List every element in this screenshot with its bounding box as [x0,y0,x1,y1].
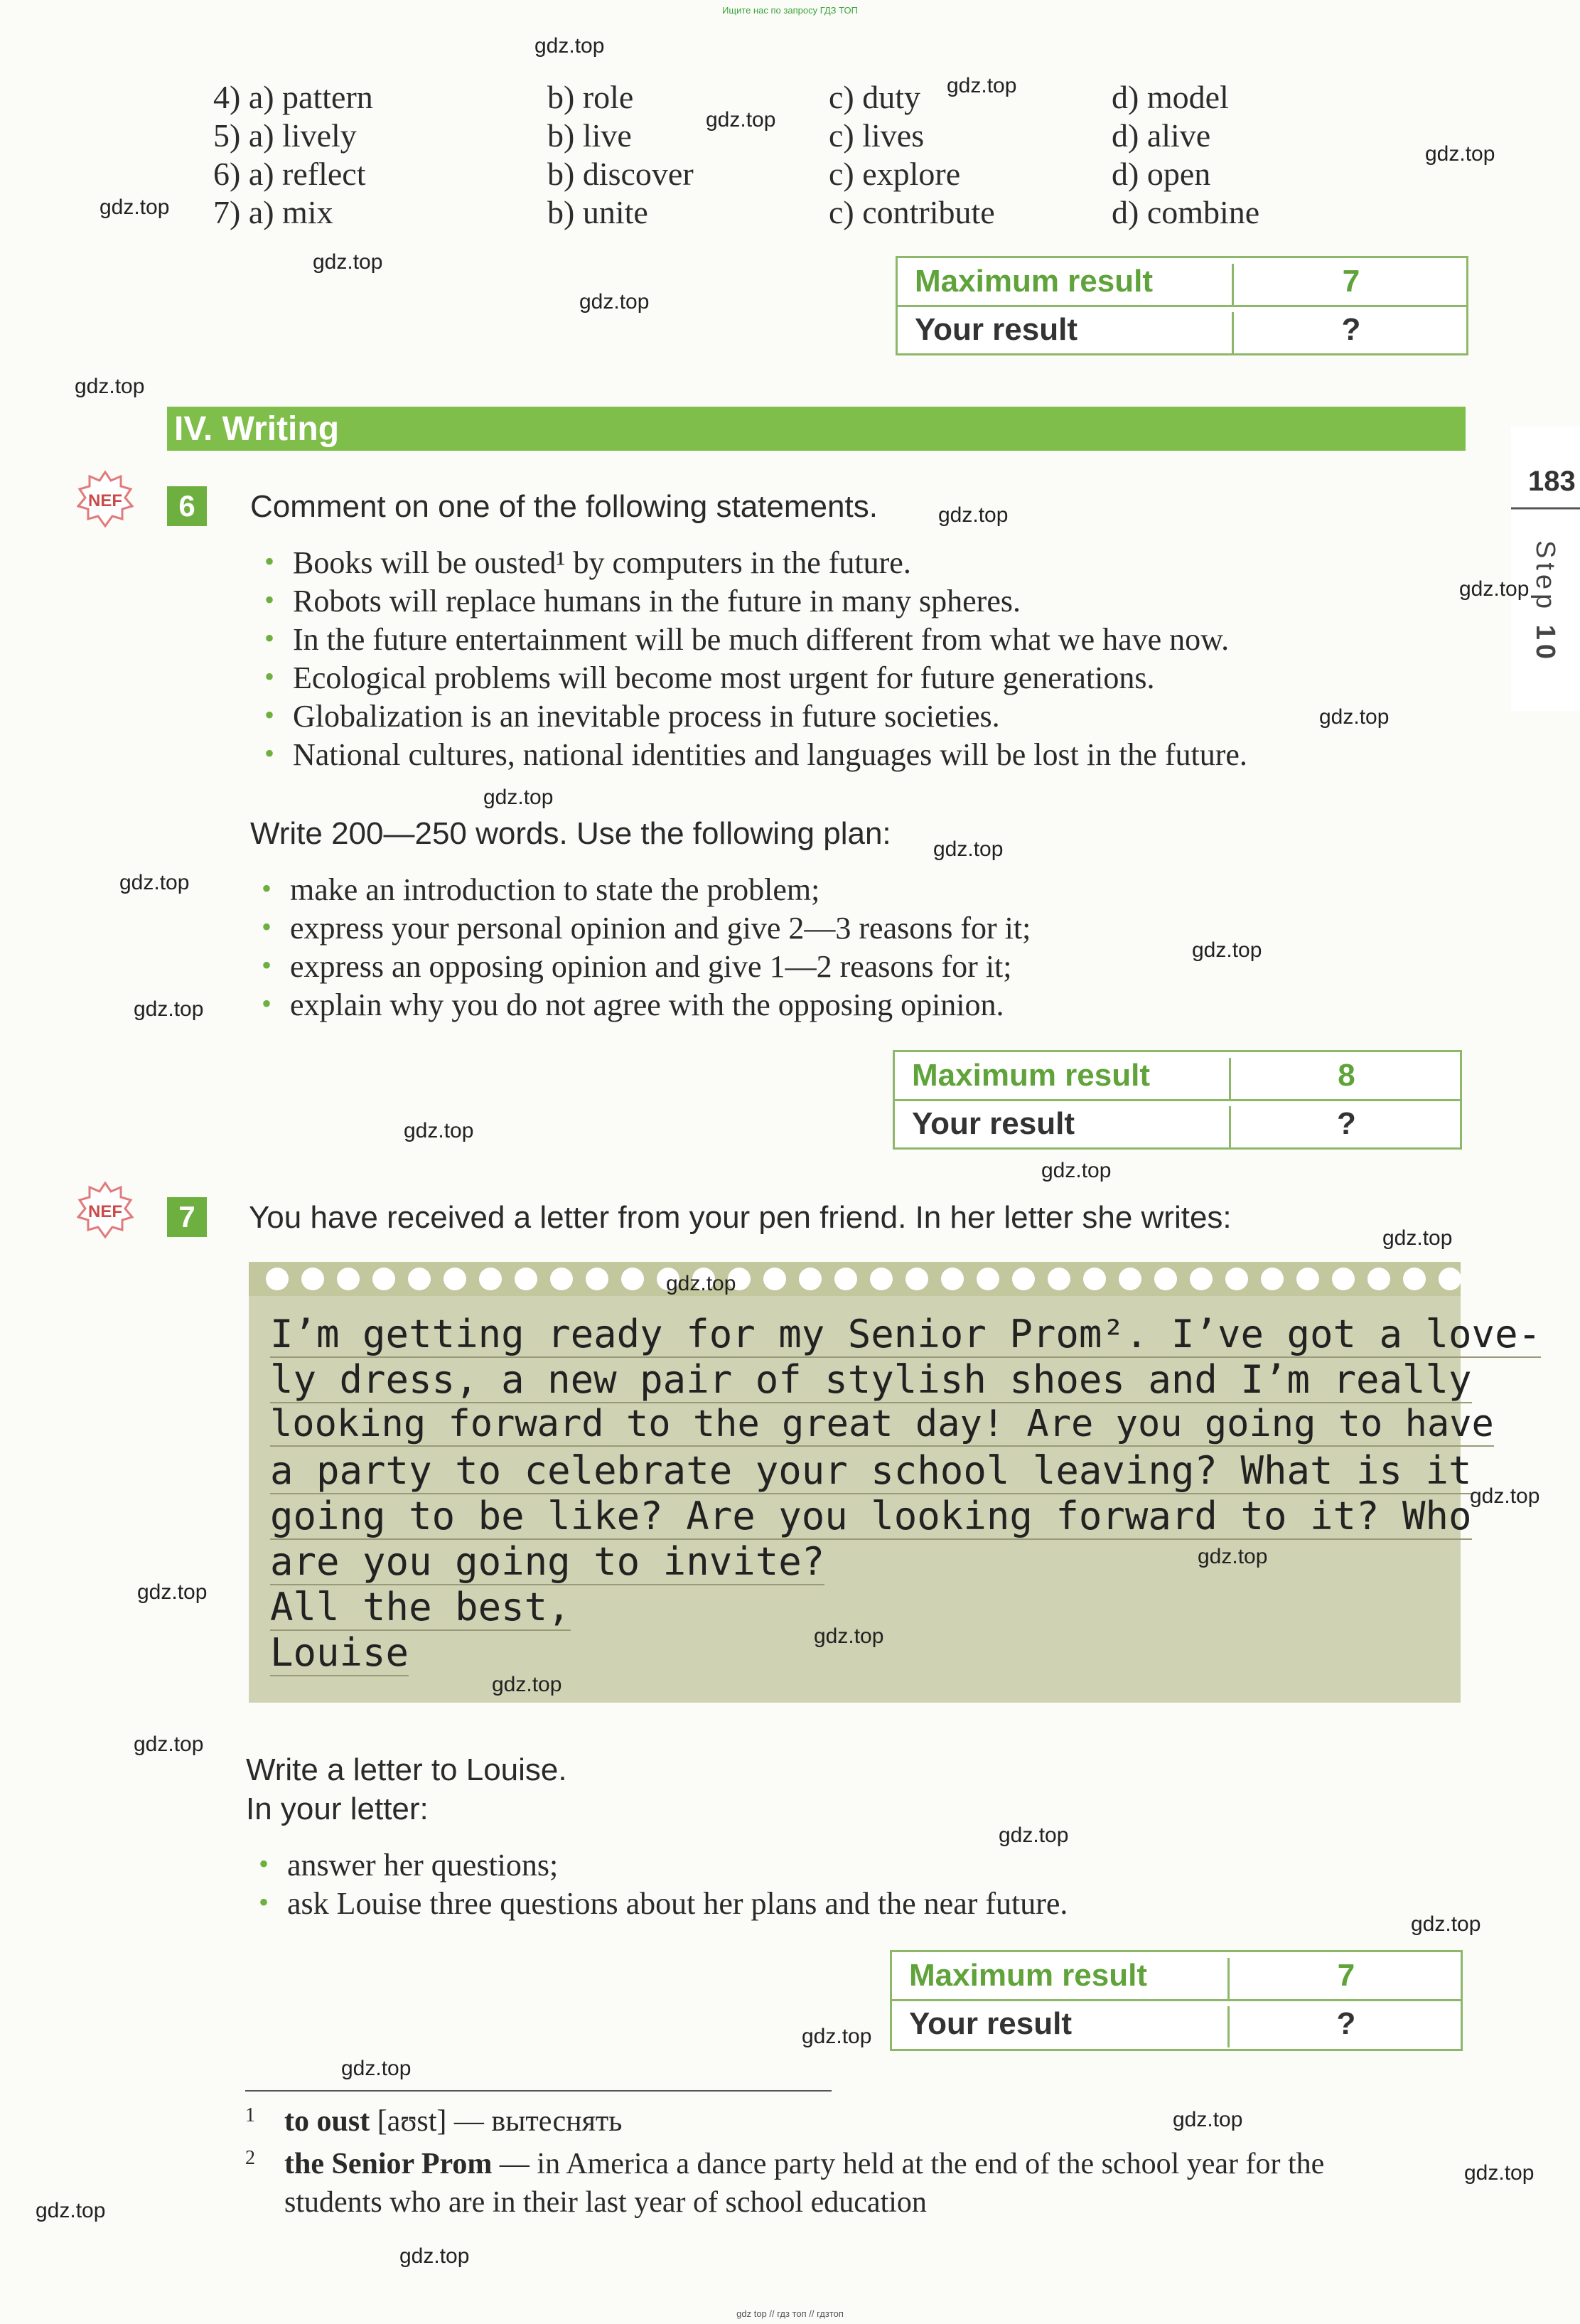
option-b: b) live [547,117,632,154]
watermark: gdz.top [1173,2108,1243,2131]
option-c: c) duty [829,79,921,115]
plan-item: • express an opposing opinion and give 1—2 reasons for it; [290,948,1012,985]
plan-item: • make an introduction to state the problem; [290,872,819,908]
watermark: gdz.top [706,108,776,132]
watermark: gdz.top [341,2057,412,2080]
watermark: gdz.top [134,1733,204,1756]
option-a: 5) a) lively [213,117,357,154]
task-number-6: 6 [167,486,207,526]
footnote-1 [284,2104,622,2138]
statement-item: • National cultures, national identities and languages will be lost in the future. [293,737,1247,773]
result-table-3 [890,1950,1463,2051]
letter-dots-strip [249,1262,1461,1296]
result-table-1 [896,256,1468,355]
watermark: gdz.top [1464,2161,1535,2185]
watermark: gdz.top [100,196,170,219]
option-d: d) alive [1112,117,1211,154]
letter-line: are you going to invite? [270,1539,825,1584]
letter-signature: Louise [270,1630,409,1675]
option-d: d) open [1112,156,1211,192]
option-a: 6) a) reflect [213,156,366,192]
watermark: gdz.top [134,997,204,1021]
watermark: gdz.top [666,1272,736,1295]
your-result-value[interactable]: ? [1229,1106,1462,1147]
watermark: gdz.top [947,74,1017,97]
option-a: 4) a) pattern [213,79,373,115]
footnote-number: 2 [245,2147,255,2169]
option-c: c) contribute [829,194,995,230]
max-result-value: 8 [1229,1058,1462,1099]
your-result-label: Your result [909,2006,1073,2041]
step-number: 10 [1530,624,1560,664]
option-d: d) combine [1112,194,1260,230]
nef-badge-icon [77,471,134,528]
task-7-in-your-letter: In your letter: [246,1792,429,1826]
max-result-value: 7 [1232,264,1468,305]
watermark: gdz.top [313,250,383,274]
option-b: b) unite [547,194,648,230]
letter-line: a party to celebrate your school leaving? What is it [270,1448,1472,1493]
step-word: Step [1530,540,1560,614]
task-number-7: 7 [167,1197,207,1237]
option-d: d) model [1112,79,1229,115]
watermark: gdz.top [36,2199,106,2222]
page-number: 183 [1528,466,1576,497]
your-result-value[interactable]: ? [1227,2006,1463,2047]
footnote-definition: — in America a dance party held at the end of the school year for the [492,2148,1325,2180]
watermark: gdz.top [1198,1545,1268,1568]
statement-item: • Robots will replace humans in the future in many spheres. [293,583,1021,619]
nef-badge-icon [77,1182,134,1238]
plan-item: • express your personal opinion and give 2—3 reasons for it; [290,910,1031,946]
watermark: gdz.top [999,1824,1069,1847]
watermark: gdz.top [404,1119,474,1142]
plan-item: • explain why you do not agree with the opposing opinion. [290,987,1004,1023]
option-c: c) lives [829,117,925,154]
watermark: gdz.top [1382,1226,1453,1250]
watermark: gdz.top [933,837,1004,861]
watermark: gdz.top [483,786,554,809]
watermark: gdz.top [1459,577,1530,601]
section-title: IV. Writing [174,410,340,448]
your-result-label: Your result [915,312,1078,347]
top-banner: Ищите нас по запросу ГДЗ ТОП [722,5,858,16]
footnote-term: to oust [284,2105,370,2138]
your-result-value[interactable]: ? [1232,312,1468,353]
statement-item: • Books will be ousted¹ by computers in the future. [293,545,911,581]
statement-item: • Globalization is an inevitable process in future societies. [293,698,1000,734]
max-result-value: 7 [1227,1958,1463,1999]
watermark: gdz.top [579,290,650,314]
watermark: gdz.top [492,1673,562,1696]
statement-item: • In the future entertainment will be much different from what we have now. [293,621,1229,658]
watermark: gdz.top [137,1580,208,1604]
option-b: b) discover [547,156,694,192]
letter-line: ly dress, a new pair of stylish shoes and I’m really [270,1357,1472,1402]
nef-badge-text: NEF [88,1202,122,1221]
max-result-label: Maximum result [909,1958,1147,1993]
option-a: 7) a) mix [213,194,333,230]
letter-line: All the best, [270,1585,571,1629]
step-label [1530,540,1560,663]
your-result-label: Your result [912,1106,1075,1141]
watermark: gdz.top [119,871,190,894]
footnote-number: 1 [245,2104,255,2126]
footnote-definition: [aʊst] — вытеснять [370,2105,623,2138]
result-table-2 [893,1050,1462,1150]
watermark: gdz.top [534,34,605,58]
letter-line: I’m getting ready for my Senior Prom². I’ve got a love- [270,1312,1542,1356]
watermark: gdz.top [1041,1159,1112,1182]
letter-point: • answer her questions; [287,1847,558,1883]
watermark: gdz.top [1411,1912,1481,1936]
watermark: gdz.top [814,1624,884,1648]
task-7-write-line: Write a letter to Louise. [246,1752,567,1787]
watermark: gdz.top [399,2244,470,2268]
nef-badge-text: NEF [88,491,122,510]
max-result-label: Maximum result [912,1058,1150,1093]
footnote-2 [284,2147,1324,2181]
plan-intro: Write 200—250 words. Use the following plan: [250,816,891,851]
watermark: gdz.top [802,2025,872,2048]
statement-item: • Ecological problems will become most urgent for future generations. [293,660,1155,696]
task-6-instruction: Comment on one of the following statements. [250,489,878,524]
footnote-term: the Senior Prom [284,2148,493,2180]
letter-line: going to be like? Are you looking forward to it? Who [270,1494,1472,1538]
footnote-divider [245,2090,832,2092]
option-b: b) role [547,79,634,115]
watermark: gdz.top [938,503,1009,527]
watermark: gdz.top [75,375,145,398]
letter-point: • ask Louise three questions about her plans and the near future. [287,1885,1068,1922]
option-c: c) explore [829,156,961,192]
letter-line: looking forward to the great day! Are you going to have [270,1403,1494,1445]
watermark: gdz.top [1319,705,1390,729]
watermark: gdz.top [1425,142,1495,166]
task-7-instruction: You have received a letter from your pen friend. In her letter she writes: [249,1200,1232,1235]
max-result-label: Maximum result [915,264,1153,299]
watermark: gdz.top [1192,938,1262,962]
section-bar [167,407,1466,451]
footnote-2-line2: students who are in their last year of school education [284,2186,927,2219]
bottom-banner: gdz top // гдз топ // гдзтоп [736,2308,844,2319]
watermark: gdz.top [1470,1484,1540,1508]
